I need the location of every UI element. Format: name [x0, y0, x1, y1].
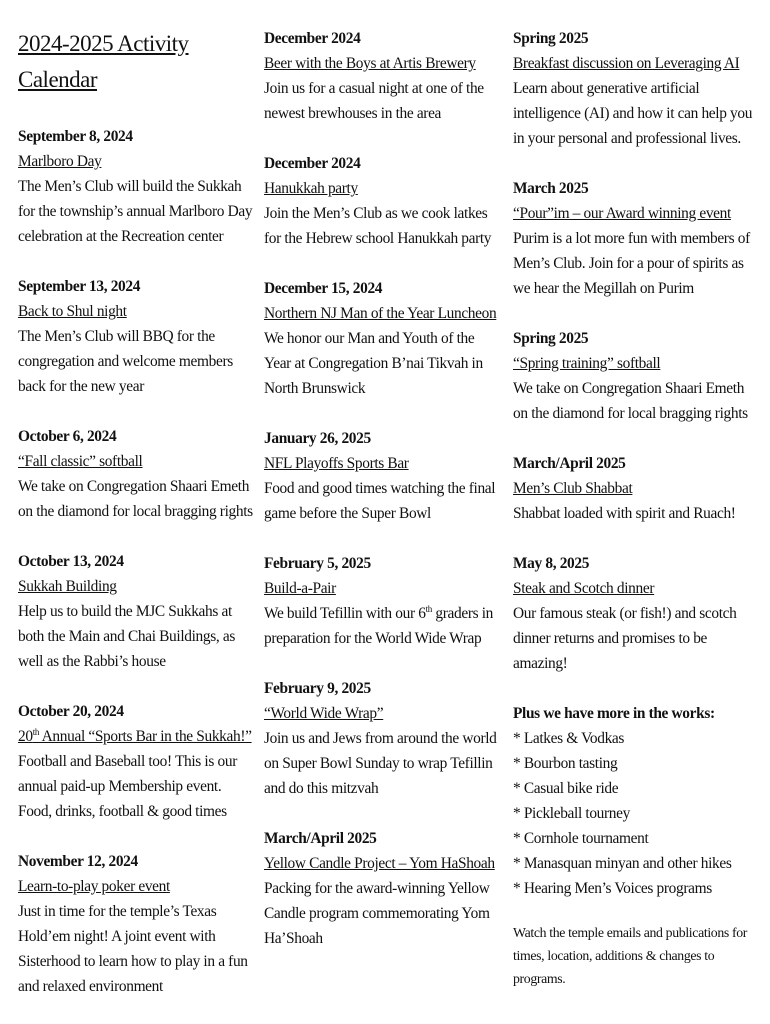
list-item: * Bourbon tasting — [513, 755, 618, 772]
event-name: Hanukkah party — [264, 180, 358, 197]
column-2 — [264, 26, 502, 976]
event-name: Back to Shul night — [18, 303, 127, 320]
event-description: Join us and Jews from around the world on Super Bowl Sunday to wrap Tefillin and do this mitzvah — [264, 730, 497, 797]
event-date: March/April 2025 — [513, 455, 626, 472]
event-date: December 2024 — [264, 30, 361, 47]
event-block — [513, 326, 758, 426]
event-description: The Men’s Club will build the Sukkah for the township’s annual Marlboro Day celebration at the Recreation center — [18, 178, 253, 245]
event-block — [264, 276, 502, 401]
event-date: Spring 2025 — [513, 330, 589, 347]
event-description: Learn about generative artificial intelligence (AI) and how it can help you in your personal and professional lives. — [513, 80, 753, 147]
event-description: Food and good times watching the final game before the Super Bowl — [264, 480, 496, 522]
event-block — [513, 451, 758, 526]
event-block — [264, 151, 502, 251]
page-title: 2024-2025 Activity Calendar — [18, 31, 189, 92]
event-block — [264, 826, 502, 951]
list-item: * Hearing Men’s Voices programs — [513, 880, 712, 897]
desc-part: graders in preparation for the World Wide Wrap — [264, 605, 494, 647]
event-block — [264, 551, 502, 651]
list-item: * Manasquan minyan and other hikes — [513, 855, 732, 872]
event-name: “Spring training” softball — [513, 355, 661, 372]
event-date: May 8, 2025 — [513, 555, 590, 572]
column-3 — [513, 26, 758, 990]
event-description: Help us to build the MJC Sukkahs at both the Main and Chai Buildings, as well as the Rabbi’s house — [18, 603, 235, 670]
event-description: The Men’s Club will BBQ for the congregation and welcome members back for the new year — [18, 328, 233, 395]
list-item: * Cornhole tournament — [513, 830, 649, 847]
event-block — [18, 549, 254, 674]
event-date: November 12, 2024 — [18, 853, 138, 870]
event-date: October 20, 2024 — [18, 703, 124, 720]
event-name: “Pour”im – our Award winning event — [513, 205, 731, 222]
more-heading: Plus we have more in the works: — [513, 705, 715, 722]
event-date: March 2025 — [513, 180, 589, 197]
event-description: Packing for the award-winning Yellow Candle program commemorating Yom Ha’Shoah — [264, 880, 490, 947]
event-block — [18, 274, 254, 399]
event-name: Northern NJ Man of the Year Luncheon — [264, 305, 497, 322]
column-1 — [18, 26, 254, 1024]
event-date: December 15, 2024 — [264, 280, 383, 297]
event-description: We take on Congregation Shaari Emeth on the diamond for local bragging rights — [513, 380, 748, 422]
event-description: Our famous steak (or fish!) and scotch dinner returns and promises to be amazing! — [513, 605, 737, 672]
event-name: Learn-to-play poker event — [18, 878, 170, 895]
desc-part: We build Tefillin with our 6 — [264, 605, 426, 622]
event-block — [18, 849, 254, 999]
event-name: Breakfast discussion on Leveraging AI — [513, 55, 740, 72]
event-date: September 13, 2024 — [18, 278, 141, 295]
event-description: We take on Congregation Shaari Emeth on the diamond for local bragging rights — [18, 478, 253, 520]
event-description: We honor our Man and Youth of the Year at Congregation B’nai Tikvah in North Brunswick — [264, 330, 483, 397]
event-block — [18, 699, 254, 824]
more-in-works — [513, 701, 758, 901]
event-block — [264, 676, 502, 801]
event-date: December 2024 — [264, 155, 361, 172]
event-date: October 13, 2024 — [18, 553, 124, 570]
event-description: Purim is a lot more fun with members of Men’s Club. Join for a pour of spirits as we hear the Megillah on Purim — [513, 230, 750, 297]
event-date: March/April 2025 — [264, 830, 377, 847]
footer-note: Watch the temple emails and publications for times, location, additions & changes to programs. — [513, 925, 748, 986]
event-date: October 6, 2024 — [18, 428, 117, 445]
event-name: Marlboro Day — [18, 153, 102, 170]
event-name-ordinal: 20 — [18, 728, 33, 745]
event-block — [18, 124, 254, 249]
event-description: Shabbat loaded with spirit and Ruach! — [513, 505, 736, 522]
event-block — [18, 424, 254, 524]
event-name: Sukkah Building — [18, 578, 117, 595]
list-item: * Casual bike ride — [513, 780, 619, 797]
event-name: Yellow Candle Project – Yom HaShoah — [264, 855, 495, 872]
event-description — [264, 601, 502, 651]
event-block — [513, 551, 758, 676]
event-block — [513, 176, 758, 301]
event-name-rest: Annual “Sports Bar in the Sukkah!” — [39, 728, 252, 745]
ordinal-suffix: th — [32, 727, 40, 737]
event-date: February 9, 2025 — [264, 680, 371, 697]
event-name: Beer with the Boys at Artis Brewery — [264, 55, 476, 72]
more-list — [513, 726, 758, 901]
event-description: Join the Men’s Club as we cook latkes for the Hebrew school Hanukkah party — [264, 205, 492, 247]
event-date: January 26, 2025 — [264, 430, 371, 447]
event-name: “World Wide Wrap” — [264, 705, 384, 722]
event-date: September 8, 2024 — [18, 128, 133, 145]
event-description: Football and Baseball too! This is our annual paid-up Membership event. Food, drinks, football & good times — [18, 753, 237, 820]
event-name: Build-a-Pair — [264, 580, 336, 597]
event-block — [264, 26, 502, 126]
ordinal-suffix: th — [425, 604, 432, 614]
event-name: Men’s Club Shabbat — [513, 480, 633, 497]
event-description: Just in time for the temple’s Texas Hold’em night! A joint event with Sisterhood to learn how to play in a fun and relaxed environment — [18, 903, 248, 995]
event-name: NFL Playoffs Sports Bar — [264, 455, 409, 472]
event-date: Spring 2025 — [513, 30, 589, 47]
event-block — [513, 26, 758, 151]
event-block — [264, 426, 502, 526]
event-description: Join us for a casual night at one of the newest brewhouses in the area — [264, 80, 484, 122]
event-name — [18, 724, 254, 749]
event-name: Steak and Scotch dinner — [513, 580, 655, 597]
event-name: “Fall classic” softball — [18, 453, 143, 470]
event-date: February 5, 2025 — [264, 555, 371, 572]
list-item: * Latkes & Vodkas — [513, 730, 625, 747]
list-item: * Pickleball tourney — [513, 805, 630, 822]
